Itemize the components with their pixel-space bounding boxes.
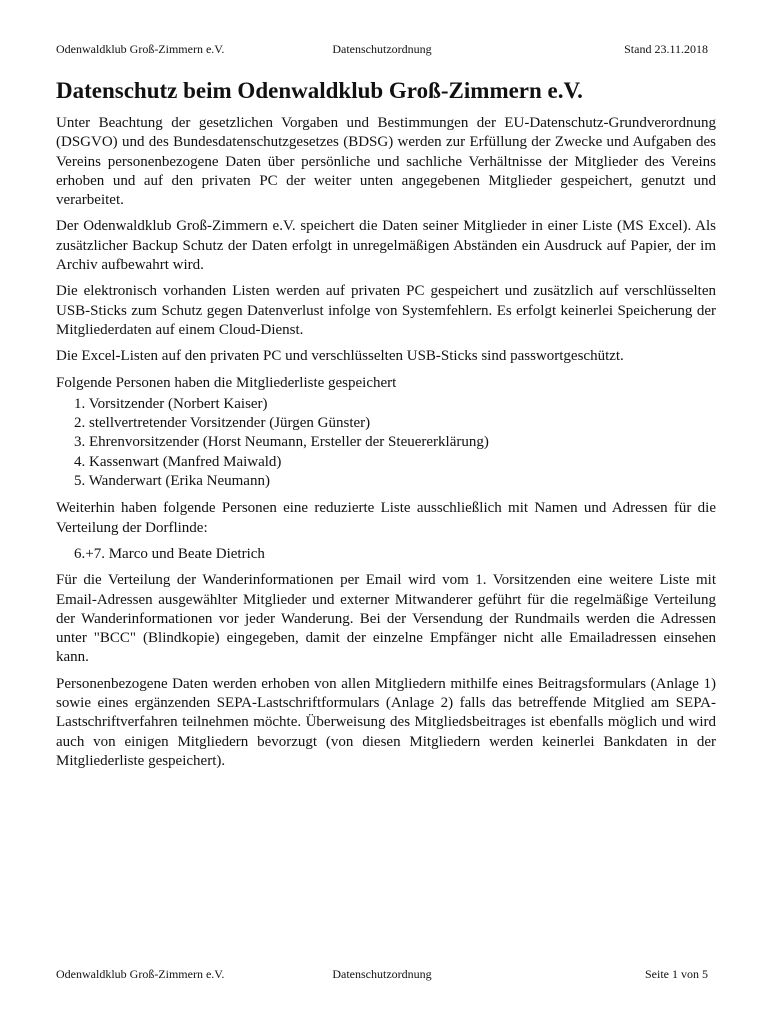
paragraph-electronic-lists: Die elektronisch vorhanden Listen werden auf privaten PC gespeichert und zusätzlich auf verschlüsselten USB-Sticks zum Schutz gegen Datenverlust infolge von Systemfehlern. Es erfolgt keinerlei Speicherung der Mitgliederdaten auf einem Cloud-Dienst.: [56, 283, 716, 338]
list-item: 1. Vorsitzender (Norbert Kaiser): [74, 395, 268, 412]
footer-page-number: Seite 1 von 5: [645, 967, 708, 981]
list-item: 3. Ehrenvorsitzender (Horst Neumann, Ersteller der Steuererklärung): [74, 434, 489, 451]
footer-document-name: Datenschutzordnung: [332, 967, 432, 981]
paragraph-reduced-list: Weiterhin haben folgende Personen eine reduzierte Liste ausschließlich mit Namen und Adressen für die Verteilung der Dorflinde:: [56, 500, 716, 536]
page-footer: [56, 967, 708, 982]
paragraph-email-distribution: Für die Verteilung der Wanderinformationen per Email wird vom 1. Vorsitzenden eine weitere Liste mit Email-Adressen ausgewählter Mitglieder und externer Mitwanderer geführt für die regelmäßige Verteilung der Wanderinformationen vor jeder Wanderung. Bei der Versendung der Rundmails werden die Adressen unter "BCC" (Blindkopie) eingegeben, damit der einzelne Empfänger nicht alle Emailadressen einsehen kann.: [56, 572, 716, 666]
paragraph-persons-intro: Folgende Personen haben die Mitgliederliste gespeichert: [56, 374, 397, 391]
list-item: 5. Wanderwart (Erika Neumann): [74, 473, 270, 490]
list-item: 6.+7. Marco und Beate Dietrich: [74, 545, 265, 562]
header-date: Stand 23.11.2018: [624, 42, 708, 56]
persons-list: [56, 395, 716, 491]
paragraph-password: Die Excel-Listen auf den privaten PC und verschlüsselten USB-Sticks sind passwortgeschützt.: [56, 348, 624, 365]
document-body: [56, 76, 716, 778]
paragraph-personal-data: Personenbezogene Daten werden erhoben von allen Mitgliedern mithilfe eines Beitragsformulars (Anlage 1) sowie eines ergänzenden SEPA-Lastschriftformulars (Anlage 2) falls das betreffende Mitglied am SEPA-Lastschriftverfahren teilnehmen möchte. Überweisung des Mitgliedsbeitrages ist ebenfalls möglich und wird auch von einigen Mitgliedern bevorzugt (von diesen Mitgliedern werden keinerlei Bankdaten in der Mitgliederliste gespeichert).: [56, 675, 716, 769]
page-header: [56, 42, 708, 57]
list-item: 2. stellvertretender Vorsitzender (Jürgen Günster): [74, 415, 371, 432]
footer-organization: Odenwaldklub Groß-Zimmern e.V.: [56, 967, 225, 981]
list-item: 4. Kassenwart (Manfred Maiwald): [74, 453, 282, 470]
paragraph-intro: Unter Beachtung der gesetzlichen Vorgaben und Bestimmungen der EU-Datenschutz-Grundverordnung (DSGVO) und des Bundesdatenschutzgesetzes (BDSG) werden zur Erfüllung der Zwecke und Aufgaben des Vereins personenbezogene Daten über persönliche und sachliche Verhältnisse der Mitglieder des Vereins erhoben und auf den privaten PC der weiter unten angegebenen Mitglieder gespeichert, genutzt und verarbeitet.: [56, 115, 716, 209]
paragraph-storage: Der Odenwaldklub Groß-Zimmern e.V. speichert die Daten seiner Mitglieder in einer Liste (MS Excel). Als zusätzlicher Backup Schutz der Daten erfolgt in unregelmäßigen Abständen ein Ausdruck auf Papier, der im Archiv aufbewahrt wird.: [56, 218, 716, 274]
header-document-name: Datenschutzordnung: [332, 42, 432, 56]
header-organization: Odenwaldklub Groß-Zimmern e.V.: [56, 42, 225, 56]
document-title: Datenschutz beim Odenwaldklub Groß-Zimmern e.V.: [56, 78, 583, 103]
